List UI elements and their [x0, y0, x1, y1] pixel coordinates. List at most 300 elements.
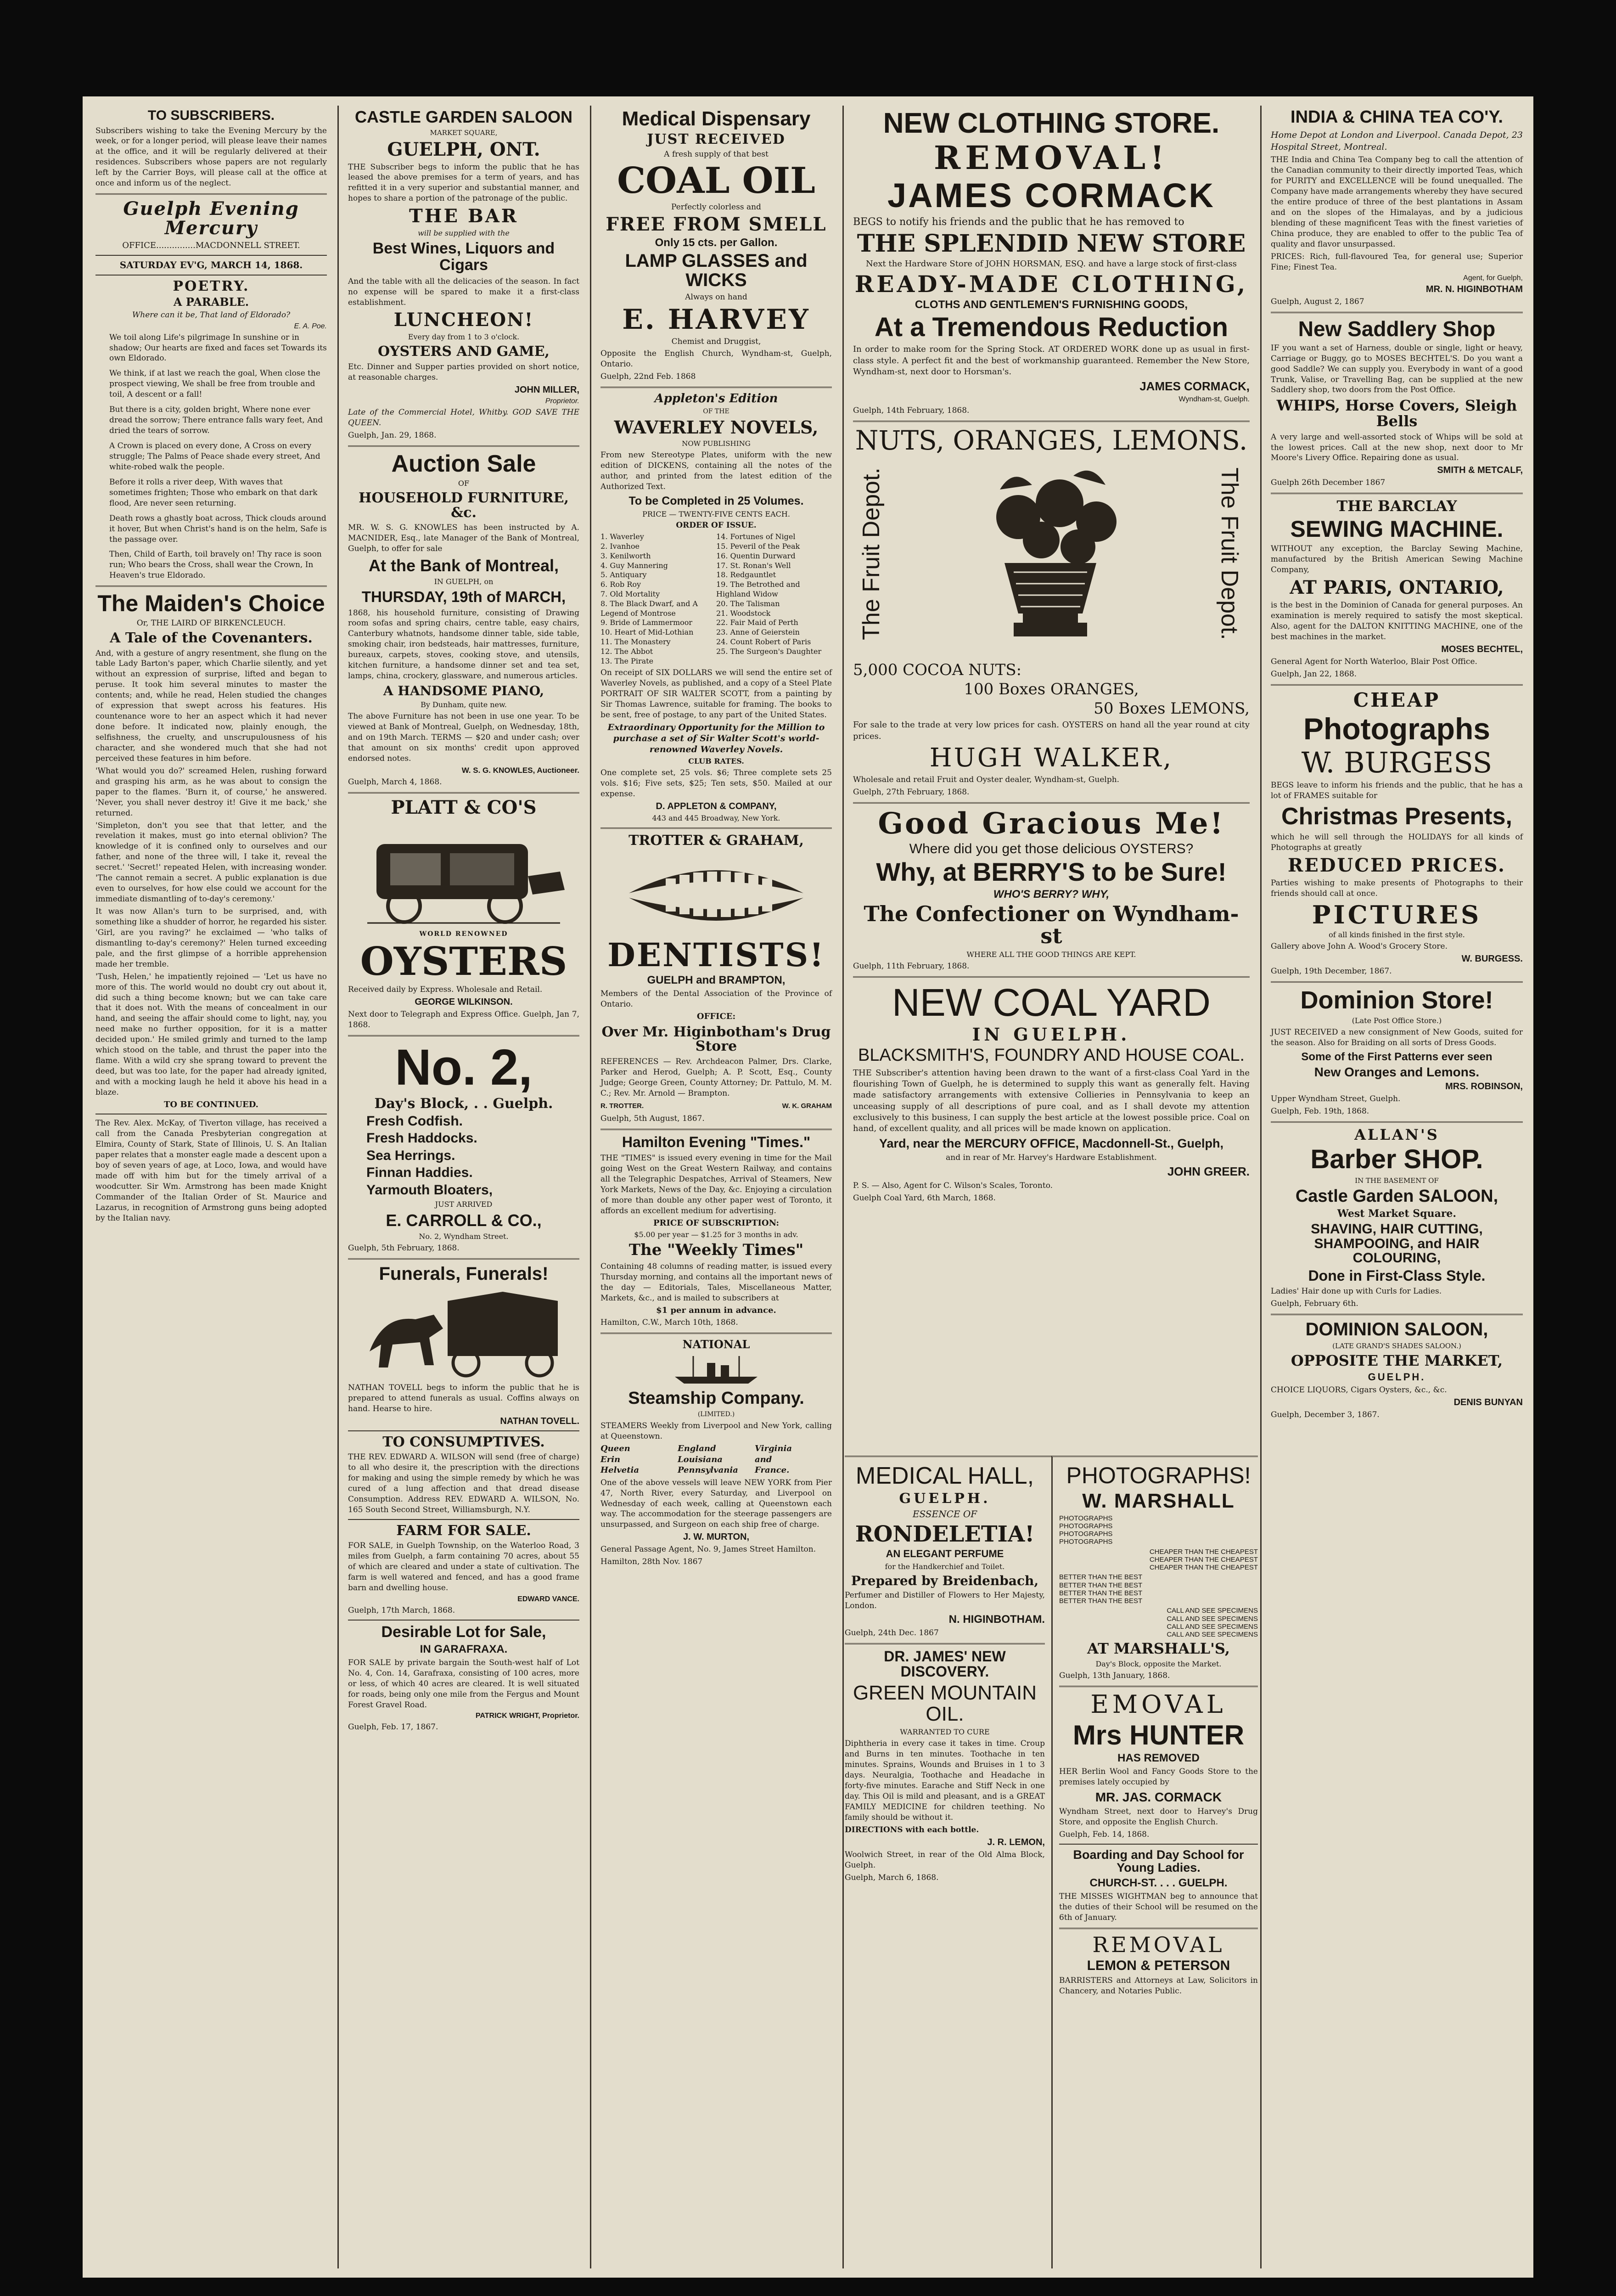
saddlery-heading: New Saddlery Shop	[1298, 317, 1496, 341]
divider	[348, 1258, 579, 1260]
barclay-heading: THE BARCLAY	[1336, 497, 1457, 515]
hamilton-text: THE "TIMES" is issued every evening in time for the Mail going West on the Great Western Railway, and contains all the Telegraphic Despatches, Arrival of Steamers, New York Markets, News of the Day, &c. Enjoying a circulation of more than double any other paper west of Toronto, it affords an excellent medium for advertising.	[600, 1154, 832, 1216]
fruit-depot-block	[853, 457, 1250, 659]
readymade-heading: READY-MADE CLOTHING,	[854, 270, 1248, 298]
proprietor-note: Late of the Commercial Hotel, Whitby. GOD SAVE THE QUEEN.	[348, 407, 579, 428]
order-list	[600, 532, 832, 666]
list-item: CHEAPER THAN THE CHEAPEST	[1149, 1548, 1258, 1556]
story-paragraph: It was now Allan's turn to be surprised, and, with something like a shudder of horror, he regarded his sister. 'Girl, are you raving?' he exclaimed — 'who talks of dismantling to-day's ceremony?' Helen turned exceeding pale, and the first glimpse of a horrible apprehension made her tremble.	[95, 907, 327, 969]
fruit-basket-illustration	[954, 462, 1147, 655]
coal-oil-heading: COAL OIL	[617, 159, 815, 202]
appleton-edition: Appleton's Edition	[654, 391, 778, 405]
column-rule	[590, 106, 591, 2268]
list-item: 24. Count Robert of Paris	[716, 637, 811, 647]
steamship-icon	[670, 1354, 762, 1386]
handkerchief: for the Handkerchief and Toilet.	[885, 1562, 1005, 1571]
divider	[600, 1129, 832, 1130]
days-block: Day's Block, . . Guelph.	[374, 1096, 553, 1112]
list-item: Helvetia	[600, 1465, 640, 1475]
tea-date: Guelph, August 2, 1867	[1271, 297, 1364, 307]
complete-volumes: To be Completed in 25 Volumes.	[628, 494, 804, 507]
yard-location-2: and in rear of Mr. Harvey's Hardware Establishment.	[946, 1153, 1157, 1162]
cures-text: Diphtheria in every case it takes in time. Croup and Burns in ten minutes. Toothache in ten minutes. Sprains, Wounds and Bruises in 1 to 3 days. Neuralgia, Toothache and Headache in forty-five minutes. Earache and Stiff Neck in one day. This Oil is mild and pleasant, and is a GREAT FAMILY MEDICINE for children teething. No family should be without it.	[845, 1739, 1045, 1822]
fruit-depot-right: The Fruit Depot.	[1216, 467, 1243, 641]
lot-place: IN GARAFRAXA.	[420, 1643, 508, 1655]
opposite-market: OPPOSITE THE MARKET,	[1291, 1352, 1503, 1370]
warranted: WARRANTED TO CURE	[900, 1728, 990, 1737]
fish-item: Yarmouth Bloaters,	[366, 1182, 493, 1198]
lemon-peterson-text: BARRISTERS and Attorneys at Law, Solicitors in Chancery, and Notaries Public.	[1059, 1976, 1258, 1996]
lemon-date: Guelph, March 6, 1868.	[845, 1873, 939, 1882]
barber-date: Guelph, February 6th.	[1271, 1299, 1358, 1309]
list-item: 2. Ivanhoe	[600, 542, 640, 551]
list-item: BETTER THAN THE BEST	[1059, 1573, 1143, 1581]
some-first-patterns: Some of the First Patterns ever seen	[1301, 1050, 1493, 1063]
dentures-illustration	[615, 852, 817, 934]
where-oysters: Where did you get those delicious OYSTERS?	[909, 841, 1194, 856]
auction-place: At the Bank of Montreal,	[368, 556, 559, 575]
walker-role: Wholesale and retail Fruit and Oyster dealer, Wyndham-st, Guelph.	[853, 775, 1120, 784]
directions: DIRECTIONS with each bottle.	[845, 1825, 979, 1835]
tea-text: THE India and China Tea Company beg to call the attention of the Canadian community to their directly imported Teas, which for PURITY and EXCELLENCE will be found unequalled. The Company have made arrangements whereby they have secured the entire produce of three of the best plantations in Assam and on the slopes of the Himalayas, and by a judicious blending of these magnificent Teas with the finest varieties of China produce, they are enabled to offer to the public Tea of quality and flavor unsurpassed.	[1271, 155, 1523, 249]
list-item: 23. Anne of Geierstein	[716, 628, 800, 637]
cocoa-nuts: 5,000 COCOA NUTS:	[853, 661, 1022, 680]
church-st: CHURCH-ST. . . . GUELPH.	[1089, 1876, 1228, 1889]
list-item: 22. Fair Maid of Perth	[716, 618, 798, 627]
list-item: CHEAPER THAN THE CHEAPEST	[1149, 1555, 1258, 1564]
oysters-game: OYSTERS AND GAME,	[377, 343, 550, 360]
cormack-address: Wyndham-st, Guelph.	[1178, 395, 1250, 404]
bechtel-role: General Agent for North Waterloo, Blair Post Office.	[1271, 657, 1477, 666]
photographs-heading: PHOTOGRAPHS!	[1066, 1463, 1251, 1488]
divider	[1059, 1928, 1258, 1929]
list-item: Virginia	[755, 1444, 792, 1454]
jas-cormack: MR. JAS. CORMACK	[1095, 1790, 1222, 1804]
club-rates: CLUB RATES.	[688, 757, 744, 766]
where-good-things: WHERE ALL THE GOOD THINGS ARE KEPT.	[966, 950, 1136, 959]
harvey-date: Guelph, 22nd Feb. 1868	[600, 371, 696, 381]
harvey-role: Chemist and Druggist,	[671, 337, 761, 346]
list-item: 11. The Monastery	[600, 637, 671, 647]
list-item: 4. Guy Mannering	[600, 561, 668, 570]
saloon-text: THE Subscriber begs to inform the public that he has leased the above premises for a term of years, and has refitted it in a very superior and substantial manner, and hopes to share a portion of the patronage of the public.	[348, 162, 579, 203]
poem-epigraph-author: E. A. Poe.	[294, 322, 327, 330]
list-item: BETTER THAN THE BEST	[1059, 1581, 1143, 1589]
divider	[853, 802, 1250, 804]
photographs-heading-2: Photographs	[1303, 711, 1490, 746]
reduced-text: Parties wishing to make presents of Photographs to their friends should call at once.	[1271, 878, 1523, 898]
list-item: BETTER THAN THE BEST	[1059, 1589, 1143, 1597]
poem-stanza: Before it rolls a river deep, With waves that sometimes frighten; Those who embark on that dark flood, Are never seen returning.	[109, 477, 318, 508]
christmas-heading: Christmas Presents,	[1281, 803, 1512, 830]
burgess-date: Guelph, 19th December, 1867.	[1271, 967, 1392, 976]
auction-list: 1868, his household furniture, consisting of Drawing room sofas and spring chairs, centre table, easy chairs, Canterbury whatnots, handsome dinner table, side table, smoking chair, iron bedsteads, hair mattresses, furniture, bureaux, carpets, stoves, cooking stove, and utensils, kitchen furniture, a handsome dinner set and tea set, lamps, china, crockery, glassware, and numerous articles.	[348, 608, 579, 681]
platt-heading: PLATT & CO'S	[391, 797, 537, 819]
list-item: BETTER THAN THE BEST	[1059, 1597, 1143, 1605]
gracious-heading: Good Gracious Me!	[878, 806, 1225, 841]
wagon-illustration	[358, 821, 569, 927]
list-item: 15. Peveril of the Peak	[716, 542, 800, 551]
list-item: 12. The Abbot	[600, 647, 653, 656]
ships-col	[600, 1443, 678, 1475]
lot-signature: PATRICK WRIGHT, Proprietor.	[475, 1712, 579, 1720]
list-item: 3. Kenilworth	[600, 551, 651, 560]
confectioner: The Confectioner on Wyndham-st	[864, 901, 1239, 949]
hearse-illustration	[356, 1287, 572, 1379]
hunter-text: HER Berlin Wool and Fancy Goods Store to the premises lately occupied by	[1059, 1767, 1258, 1787]
colourless: Perfectly colorless and	[671, 202, 761, 212]
oranges-lemons: New Oranges and Lemons.	[1314, 1064, 1480, 1079]
cormack-intro: BEGS to notify his friends and the public that he has removed to	[853, 216, 1184, 228]
story-paragraph: 'What would you do?' screamed Helen, rushing forward and grasping his arm, as he was about to consign the paper to the flames. 'Burn it, of course,' he answered. 'Never, you shall never destroy it! Give it me back,' she returned.	[95, 766, 327, 818]
divider	[1271, 312, 1523, 313]
newspaper-page	[83, 96, 1533, 2278]
liquors-text: CHOICE LIQUORS, Cigars Oysters, &c., &c.	[1271, 1385, 1447, 1395]
poem-stanza: We think, if at last we reach the goal, When close the prospect viewing, We shall be free from trouble and toil, A descent or a fall!	[109, 369, 320, 400]
breidenbach-role: Perfumer and Distiller of Flowers to Her Majesty, London.	[845, 1590, 1045, 1610]
has-removed: HAS REMOVED	[1117, 1751, 1200, 1764]
list-item: PHOTOGRAPHS	[1059, 1522, 1113, 1530]
list-item: CALL AND SEE SPECIMENS	[1167, 1631, 1258, 1639]
divider	[1271, 1121, 1523, 1123]
list-item: 18. Redgauntlet	[716, 570, 776, 580]
divider	[1271, 981, 1523, 983]
lot-heading: Desirable Lot for Sale,	[381, 1623, 546, 1641]
steamship-text: STEAMERS Weekly from Liverpool and New York, calling at Queenstown.	[600, 1421, 832, 1441]
over-store: Over Mr. Higinbotham's Drug Store	[601, 1024, 831, 1055]
just-arrived: JUST ARRIVED	[435, 1200, 493, 1209]
dominion-sub: (Late Post Office Store.)	[1352, 1016, 1442, 1025]
graham-signature: W. K. GRAHAM	[782, 1102, 832, 1110]
allans-heading: ALLAN'S	[1354, 1126, 1439, 1144]
club-text: One complete set, 25 vols. $6; Three complete sets 25 vols. $16; Five sets, $25; Ten sets, $50. Mailed at our expense.	[600, 768, 832, 799]
sewing-heading: SEWING MACHINE.	[1290, 516, 1504, 542]
bar-heading: THE BAR	[409, 205, 519, 227]
divider	[348, 1430, 579, 1431]
trotter-date: Guelph, 5th August, 1867.	[600, 1114, 705, 1124]
specimens-list	[1059, 1607, 1258, 1638]
bechtel-name: MOSES BECHTEL,	[1441, 644, 1523, 654]
poem-title: A PARABLE.	[173, 295, 249, 309]
list-item: 20. The Talisman	[716, 599, 780, 608]
column-5	[1262, 106, 1531, 2268]
carroll-name: E. CARROLL & CO.,	[386, 1211, 542, 1230]
guelph-brampton: GUELPH and BRAMPTON,	[647, 974, 786, 987]
list-item: Queen	[600, 1444, 630, 1454]
hunter-date: Guelph, Feb. 14, 1868.	[1059, 1829, 1150, 1839]
divider	[348, 792, 579, 793]
greer-ps: P. S. — Also, Agent for C. Wilson's Scales, Toronto.	[853, 1181, 1053, 1191]
column-1	[87, 106, 335, 2268]
world-renowned: WORLD RENOWNED	[419, 930, 508, 938]
list-item: England	[678, 1444, 716, 1454]
column-4-right	[1051, 1456, 1258, 2268]
waverley-text: From new Stereotype Plates, uniform with the new edition of DICKENS, containing all the notes of the author, and printed from the latest edition of the Authorized Text.	[600, 450, 832, 491]
luncheon-heading: LUNCHEON!	[393, 309, 534, 331]
pictures-sub: of all kinds finished in the first style.	[1329, 930, 1465, 940]
saloon-city: GUELPH, ONT.	[387, 138, 540, 160]
divider	[95, 585, 327, 587]
essence-of: ESSENCE OF	[912, 1508, 977, 1520]
walker-date: Guelph, 27th February, 1868.	[853, 787, 970, 797]
divider	[95, 193, 327, 195]
auction-goods: HOUSEHOLD FURNITURE, &c.	[359, 490, 569, 521]
tea-depot: Home Depot at London and Liverpool. Canada Depot, 23 Hospital Street, Montreal.	[1271, 129, 1523, 152]
coal-text: THE Subscriber's attention having been drawn to the want of a first-class Coal Yard in the flourishing Town of Guelph, he is determined to supply this want as generally felt. Having made satisfactory arrangements with extensive Collieries in Pennsylvania to keep an unceasing supply of all descriptions of pure coal, and as I shall devote my attention exclusively to this business, I can supply the best article at the lowest possible price. Coal on hand, of excellent quality, and all prices will be made known on application.	[853, 1068, 1250, 1134]
auction-date: THURSDAY, 19th of MARCH,	[361, 588, 566, 605]
funeral-text: NATHAN TOVELL begs to inform the public that he is prepared to attend funerals as usual. Coffins always on hand. Hearse to hire.	[348, 1383, 579, 1413]
oysters-text: Etc. Dinner and Supper parties provided on short notice, at reasonable charges.	[348, 362, 579, 382]
rondeletia: RONDELETIA!	[855, 1521, 1035, 1548]
barber-in: IN THE BASEMENT OF	[1355, 1176, 1439, 1185]
medhall-city: GUELPH.	[899, 1490, 991, 1507]
issue-date: SATURDAY EV'G, MARCH 14, 1868.	[119, 259, 303, 270]
hunter-address: Wyndham Street, next door to Harvey's Drug Store, and opposite the English Church.	[1059, 1807, 1258, 1827]
hamilton-heading: Hamilton Evening "Times."	[622, 1134, 811, 1151]
smith-date: Guelph 26th December 1867	[1271, 478, 1386, 488]
mrs-hunter: Mrs HUNTER	[1072, 1719, 1245, 1750]
marshall-address: Day's Block, opposite the Market.	[1095, 1660, 1222, 1669]
marshall-date: Guelph, 13th January, 1868.	[1059, 1671, 1170, 1681]
divider	[95, 255, 327, 256]
dominion-text: JUST RECEIVED a new consignment of New Goods, suited for the season. Also for Braiding on all sorts of Dress Goods.	[1271, 1027, 1523, 1047]
list-item: 16. Quentin Durward	[716, 551, 796, 560]
wilkinson-address: Next door to Telegraph and Express Office. Guelph, Jan 7, 1868.	[348, 1009, 579, 1030]
list-item: 6. Rob Roy	[600, 580, 641, 589]
list-item: 8. The Black Dwarf, and A Legend of Montrose	[600, 599, 698, 618]
perfume: AN ELEGANT PERFUME	[886, 1548, 1004, 1560]
luncheon-sub: Every day from 1 to 3 o'clock.	[408, 332, 520, 342]
burgess-name: W. BURGESS	[1301, 746, 1493, 780]
poem-stanza: But there is a city, golden bright, Where none ever dread the sorrow; There entrance falls wary feet, And dried the tears of sorrow.	[109, 405, 323, 436]
list-item: 7. Old Mortality	[600, 590, 660, 599]
order-text: In order to make room for the Spring Stock. AT ORDERED WORK done up as usual in first-class style. A perfect fit and the best of workmanship guaranteed. Remember the New Store, Wyndham-st, next door to Horsman's.	[853, 344, 1250, 377]
subscribers-heading: TO SUBSCRIBERS.	[147, 108, 275, 123]
list-item: 10. Heart of Mid-Lothian	[600, 628, 694, 637]
office-label: OFFICE:	[696, 1012, 736, 1022]
boarding-text: THE MISSES WIGHTMAN beg to announce that the duties of their School will be resumed on the 6th of January.	[1059, 1891, 1258, 1922]
removal-heading: REMOVAL!	[934, 139, 1169, 177]
wines-heading: Best Wines, Liquors and Cigars	[372, 240, 555, 274]
trotter-heading: TROTTER & GRAHAM,	[628, 833, 804, 849]
list-item: France.	[755, 1465, 790, 1475]
greer-date: Guelph Coal Yard, 6th March, 1868.	[853, 1193, 996, 1203]
subscribers-text: Subscribers wishing to take the Evening Mercury by the week, or for a longer period, will please leave their names at the office, and it will be regularly delivered at their residences. Subscribers whose papers are not regularly left by the Carrier Boys, will please call at the office at once and inform us of the neglect.	[95, 126, 327, 188]
extraordinary: Extraordinary Opportunity for the Million to purchase a set of Sir Walter Scott's world-renowned Waverley Novels.	[607, 722, 825, 754]
list-item: 17. St. Ronan's Well	[716, 561, 791, 570]
dominion-saloon: DOMINION SALOON,	[1305, 1319, 1488, 1340]
first-class-style: Done in First-Class Style.	[1308, 1267, 1486, 1284]
list-item: 1. Waverley	[600, 532, 644, 541]
higinbotham-date: Guelph, 24th Dec. 1867	[845, 1628, 939, 1638]
column-3	[592, 106, 840, 2268]
saloon-title: CASTLE GARDEN SALOON	[354, 107, 572, 126]
trotter-signature: R. TROTTER.	[600, 1102, 644, 1110]
lemon-name: J. R. LEMON,	[987, 1837, 1045, 1847]
paris-heading: AT PARIS, ONTARIO,	[1290, 577, 1504, 599]
divider	[1059, 1844, 1258, 1845]
whips-text: A very large and well-assorted stock of Whips will be sold at the lowest prices. Call at the new shop, next door to Mr Moore's Livery Office. Repairing done as usual.	[1271, 432, 1523, 463]
fish-item: Finnan Haddies.	[366, 1165, 473, 1181]
steamship-heading: Steamship Company.	[628, 1389, 804, 1408]
divider	[845, 1643, 1045, 1644]
west-market: West Market Square.	[1337, 1208, 1457, 1220]
list-item: 25. The Surgeon's Daughter	[716, 647, 822, 656]
story-title: The Maiden's Choice	[97, 591, 325, 617]
farm-heading: FARM FOR SALE.	[396, 1522, 531, 1539]
consumptives-text: THE REV. EDWARD A. WILSON will send (free of charge) to all who desire it, the prescription with the directions for making and using the simple remedy by which he was cured of a lung affection and that dread disease Consumption. Address REV. EDWARD A. WILSON, No. 165 South Second Street, Williamsburgh, N.Y.	[348, 1452, 579, 1514]
pictures-heading: PICTURES	[1312, 900, 1482, 929]
whos-berry: WHO'S BERRY? WHY,	[993, 888, 1110, 900]
boarding-heading: Boarding and Day School for Young Ladies.	[1073, 1847, 1244, 1875]
news-items: The Rev. Alex. McKay, of Tiverton village, has received a call from the Canada Presbyterian congregation at Elmira, County of Stark, State of Illinois, U. S. An Italian paper relates that a monster eagle made a descent upon a boy of seven years of age, at Loco, Iowa, and would have made off with him but for the timely arrival of a woodcutter. Sir Wm. Armstrong has been made Knight Commander of the Italian Order of St. Maurice and Lazarus, in recognition of Armstrong guns being adopted by the Italian navy.	[95, 1119, 327, 1223]
at-marshalls: AT MARSHALL'S,	[1087, 1640, 1230, 1658]
coal-yard-heading: NEW COAL YARD	[892, 980, 1211, 1024]
fruit-text: For sale to the trade at very low prices for cash. OYSTERS on hand all the year round at city prices.	[853, 720, 1250, 741]
list-item: 19. The Betrothed and Highland Widow	[716, 580, 800, 599]
berry-heading: Why, at BERRY'S to be Sure!	[876, 857, 1227, 887]
masthead: Guelph Evening Mercury	[123, 198, 299, 239]
proprietor-date: Guelph, Jan. 29, 1868.	[348, 430, 437, 440]
weekly-heading: The "Weekly Times"	[628, 1241, 804, 1260]
higinbotham-name: N. HIGINBOTHAM.	[948, 1613, 1045, 1626]
robinson-date: Guelph, Feb. 19th, 1868.	[1271, 1107, 1369, 1116]
price-subscription-value: $5.00 per year — $1.25 for 3 months in adv.	[634, 1230, 798, 1239]
ships-list	[600, 1443, 832, 1475]
poem-epigraph: Where can it be, That land of Eldorado?	[132, 310, 291, 320]
auction-in: IN GUELPH, on	[434, 577, 494, 586]
proprietor-name: JOHN MILLER,	[514, 384, 579, 395]
removal-2-heading: REMOVAL	[1092, 1932, 1225, 1957]
national-heading: NATIONAL	[682, 1338, 750, 1351]
price-subscription: PRICE OF SUBSCRIPTION:	[653, 1218, 780, 1228]
cormack-heading: JAMES CORMACK	[887, 176, 1215, 214]
dentists-signatures	[600, 1100, 832, 1112]
reduced-prices: REDUCED PRICES.	[1288, 854, 1506, 876]
bechtel-date: Guelph, Jan 22, 1868.	[1271, 669, 1357, 679]
table-text: And the table with all the delicacies of the season. In fact no expense will be spared to make it a first-class establishment.	[348, 276, 579, 307]
dentists-heading: DENTISTS!	[607, 935, 825, 974]
list-item: 21. Woodstock	[716, 608, 771, 618]
saloon-sub: MARKET SQUARE,	[430, 128, 498, 137]
column-rule	[1260, 106, 1262, 2268]
berry-date: Guelph, 11th February, 1868.	[853, 961, 970, 971]
hamilton-date: Hamilton, C.W., March 10th, 1868.	[600, 1318, 738, 1328]
barber-services: SHAVING, HAIR CUTTING, SHAMPOOING, and HAIR COLOURING,	[1311, 1221, 1483, 1266]
dr-james-heading: DR. JAMES' NEW DISCOVERY.	[884, 1648, 1006, 1680]
weekly-price: $1 per annum in advance.	[656, 1305, 776, 1315]
story-subtitle: Or, THE LAIRD OF BIRKENCLEUCH.	[136, 618, 286, 628]
nuts-heading: NUTS, ORANGES, LEMONS.	[855, 425, 1248, 456]
list-item: 5. Antiquary	[600, 570, 647, 580]
poem-stanza: Then, Child of Earth, toil bravely on! Thy race is soon run; Who bears the Cross, shall wear the Crown, In Heaven's true Eldorado.	[109, 550, 322, 580]
cloths-heading: CLOTHS AND GENTLEMEN'S FURNISHING GOODS,	[915, 298, 1188, 311]
bar-sub: will be supplied with the	[418, 229, 510, 238]
list-item: and	[755, 1454, 772, 1464]
story-paragraph: And, with a gesture of angry resentment, she flung on the table Lady Barton's paper, which Charlie silently, and yet without an expression of surprise, lifted and began to peruse. It took him several minutes to master the contents; and, while he read, Helen studied the changes of expression that swept across his features. His countenance wore to her an aspect which it had never done before. It indicated now, plainly enough, the selfishness, the cruelty, and unscrupulousness of his character, and she wondered much that she had not perceived these features in him before.	[95, 648, 327, 763]
divider	[348, 1620, 579, 1621]
burgess-text: BEGS leave to inform his friends and the public, that he has a lot of FRAMES suitable for	[1271, 781, 1523, 801]
just-received: JUST RECEIVED	[647, 131, 786, 148]
column-4-left	[845, 1456, 1051, 1885]
auction-text: MR. W. S. G. KNOWLES has been instructed by A. MACNIDER, Esq., late Manager of the Bank of Montreal, Guelph, to offer for sale	[348, 523, 579, 554]
consumptives-heading: TO CONSUMPTIVES.	[382, 1434, 545, 1450]
appleton-signature: D. APPLETON & COMPANY,	[656, 801, 777, 812]
carroll-address: No. 2, Wyndham Street.	[419, 1232, 509, 1241]
list-item: CALL AND SEE SPECIMENS	[1167, 1615, 1258, 1623]
auction-date2: Guelph, March 4, 1868.	[348, 777, 442, 787]
funeral-signature: NATHAN TOVELL.	[500, 1416, 579, 1426]
piano-by: By Dunham, quite new.	[421, 700, 507, 709]
boxes-oranges: 100 Boxes ORANGES,	[964, 680, 1139, 698]
harvey-address: Opposite the English Church, Wyndham-st, Guelph, Ontario.	[600, 349, 832, 369]
divider	[95, 275, 327, 276]
fish-item: Fresh Codfish.	[366, 1113, 463, 1129]
christmas-text: which he will sell through the HOLIDAYS for all kinds of Photographs at greatly	[1271, 832, 1523, 852]
clothing-heading: NEW CLOTHING STORE.	[883, 107, 1220, 139]
divider	[1059, 1686, 1258, 1687]
reduction-heading: At a Tremendous Reduction	[874, 312, 1229, 342]
fish-item: Sea Herrings.	[366, 1148, 455, 1163]
funerals-heading: Funerals, Funerals!	[379, 1263, 549, 1284]
in-guelph: IN GUELPH.	[972, 1024, 1131, 1045]
divider	[600, 1333, 832, 1334]
story-tale: A Tale of the Covenanters.	[110, 630, 313, 646]
barber-text: Ladies' Hair done up with Curls for Ladies.	[1271, 1287, 1442, 1296]
cheaper-list	[1059, 1548, 1258, 1572]
divider	[348, 1035, 579, 1036]
lemon-address: Woolwich Street, in rear of the Old Alma Block, Guelph.	[845, 1850, 1045, 1870]
piano-heading: A HANDSOME PIANO,	[383, 683, 544, 699]
auction-title: Auction Sale	[391, 450, 536, 477]
oysters-heading: OYSTERS	[360, 938, 567, 984]
lemon-peterson: LEMON & PETERSON	[1087, 1958, 1230, 1973]
order-list-left	[600, 532, 716, 666]
dominion-saloon-sub: (LATE GRAND'S SHADES SALOON.)	[1332, 1342, 1461, 1351]
story-continued: TO BE CONTINUED.	[164, 1099, 258, 1109]
greer-name: JOHN GREER.	[1167, 1165, 1250, 1179]
lot-date: Guelph, Feb. 17, 1867.	[348, 1722, 438, 1732]
ships-col	[678, 1443, 755, 1475]
gallery: Gallery above John A. Wood's Grocery Store.	[1271, 942, 1448, 951]
order-heading: ORDER OF ISSUE.	[676, 521, 757, 530]
cormack-date: Guelph, 14th February, 1868.	[853, 406, 970, 416]
poem-stanza: Death rows a ghastly boat across, Thick clouds around it hover, But when Christ's hand is on the helm, Safe is the passage over.	[109, 513, 327, 544]
list-item: CALL AND SEE SPECIMENS	[1167, 1622, 1258, 1631]
appleton-address: 443 and 445 Broadway, New York.	[652, 814, 780, 823]
oysters-received: Received daily by Express. Wholesale and Retail.	[348, 985, 543, 994]
no-2-heading: No. 2,	[395, 1039, 533, 1096]
harvey-name: E. HARVEY	[622, 303, 810, 336]
list-item: PHOTOGRAPHS	[1059, 1530, 1113, 1538]
story-paragraph: 'Simpleton, don't you see that that letter, and the revelation it makes, must go into eternal oblivion? The knowledge of it is confined only to ourselves and our father, and none of the three will, I take it, reveal the secret.' 'Secret!' repeated Helen, with increasing wonder. 'The cannot remain a secret. A public explanation is due even to ourselves, for how else could we account for the immediate dismantling of to-day's ceremony.'	[95, 821, 327, 904]
waverley-heading: WAVERLEY NOVELS,	[614, 417, 819, 438]
divider	[1271, 1314, 1523, 1315]
fruit-depot-left: The Fruit Depot.	[858, 467, 885, 641]
robinson-address: Upper Wyndham Street, Guelph.	[1271, 1094, 1401, 1104]
better-list	[1059, 1573, 1258, 1605]
weekly-text: Containing 48 columns of reading matter, is issued every Thursday morning, and contains all the important news of the day — Editorials, Tales, Miscellaneous Matter, Markets, &c., and is mailed to subscribers at	[600, 1261, 832, 1303]
castle-saloon: Castle Garden SALOON,	[1295, 1187, 1498, 1206]
free-smell: FREE FROM SMELL	[606, 214, 827, 236]
next-door: Next the Hardware Store of JOHN HORSMAN, ESQ. and have a large stock of first-class	[865, 259, 1237, 269]
list-item: CALL AND SEE SPECIMENS	[1167, 1607, 1258, 1615]
waverley-text-2: On receipt of SIX DOLLARS we will send the entire set of Waverley Novels, as published, and a copy of a Steel Plate PORTRAIT OF SIR WALTER SCOTT, from a painting by Sir Thomas Lawrence, suitable for framing. The books to be sent, free of postage, to any part of the United States.	[600, 668, 832, 720]
smith-name: SMITH & METCALF,	[1437, 465, 1523, 476]
poetry-heading: POETRY.	[173, 278, 250, 294]
dominion-saloon-city: GUELPH.	[1368, 1371, 1426, 1383]
auction-of: OF	[458, 479, 470, 488]
